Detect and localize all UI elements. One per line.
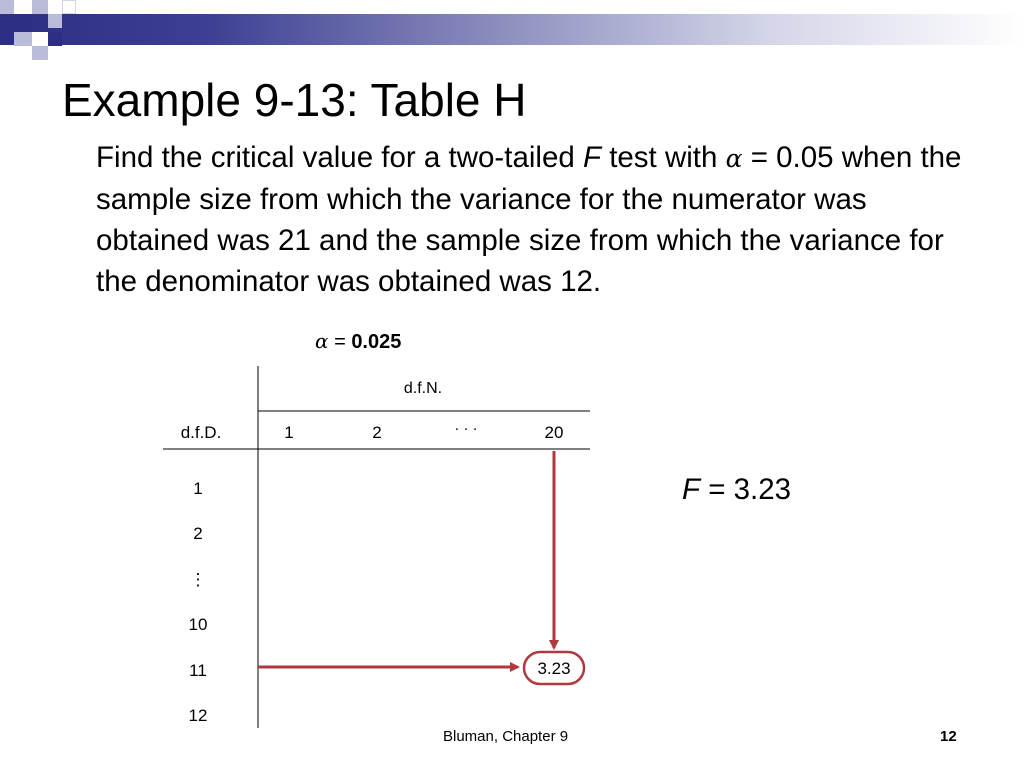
alpha-symbol: α (725, 144, 743, 173)
row-label: 2 (193, 524, 203, 543)
f-symbol: F (582, 141, 601, 174)
row-label: 11 (189, 661, 207, 680)
table-alpha-value: 0.025 (351, 331, 402, 353)
statement-text: = 0.05 when the sample size from which the variance for the numerator was obtained was 21 and the sample size from which the variance for the denominator was obtained was 12. (96, 141, 962, 298)
column-header: 1 (284, 423, 294, 442)
statement-text: test with (601, 141, 726, 174)
result-f-symbol: F (682, 473, 701, 506)
row-label: 1 (193, 479, 203, 498)
column-header: 20 (544, 423, 564, 442)
table-alpha-symbol: α (315, 329, 329, 353)
result-statement (682, 470, 791, 510)
footer-text: Bluman, Chapter 9 (443, 728, 569, 745)
col-group-label: d.f.N. (403, 380, 443, 397)
statement-text: Find the critical value for a two-tailed (96, 141, 583, 174)
row-label: 12 (188, 706, 208, 725)
page-number: 12 (940, 728, 957, 745)
slide-title: Example 9-13: Table H (62, 74, 527, 126)
row-label: 10 (188, 615, 208, 634)
table-alpha-eq: = (328, 331, 352, 353)
result-value: = 3.23 (700, 473, 792, 506)
column-header-ellipsis: · · · (454, 420, 478, 437)
critical-value-cell: 3.23 (537, 659, 571, 678)
row-header-label: d.f.D. (180, 423, 222, 442)
row-label-ellipsis: ⋮ (189, 570, 207, 589)
column-header: 2 (372, 423, 382, 442)
table-alpha-heading (315, 329, 401, 353)
